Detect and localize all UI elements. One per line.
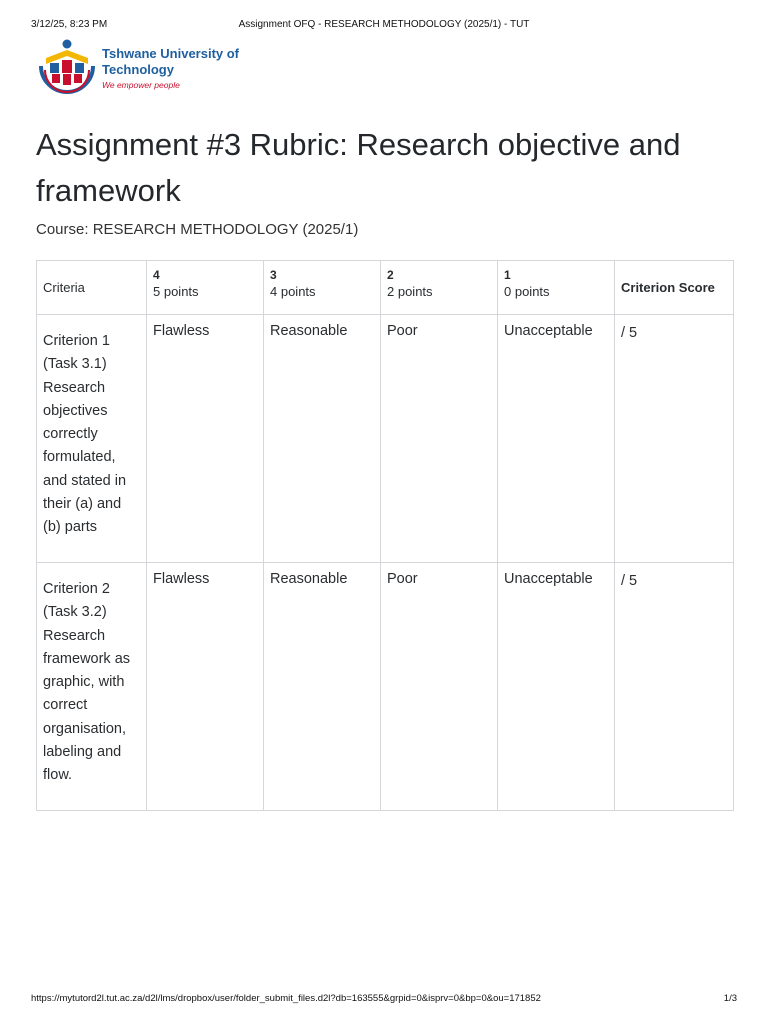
- rubric-table: [36, 260, 734, 811]
- level-number: 4: [153, 268, 160, 282]
- rating-cell: Reasonable: [264, 315, 381, 563]
- level-header: [498, 261, 615, 315]
- university-emblem-icon: [36, 36, 98, 96]
- rating-cell: Flawless: [147, 315, 264, 563]
- level-points: 2 points: [387, 284, 433, 299]
- criterion-description: Criterion 2 (Task 3.2) Research framework as graphic, with correct organisation, labeling and flow.: [37, 563, 147, 811]
- course-label: Course: RESEARCH METHODOLOGY (2025/1): [36, 221, 359, 238]
- criterion-description: Criterion 1 (Task 3.1) Research objectives correctly formulated, and stated in their (a) and (b) parts: [37, 315, 147, 563]
- level-number: 3: [270, 268, 277, 282]
- rating-cell: Flawless: [147, 563, 264, 811]
- university-slogan: We empower people: [102, 80, 180, 90]
- level-points: 0 points: [504, 284, 550, 299]
- criteria-column-header: Criteria: [37, 261, 147, 315]
- table-row: [37, 563, 734, 811]
- table-row: [37, 315, 734, 563]
- criterion-score: / 5: [615, 315, 734, 563]
- level-header: [147, 261, 264, 315]
- level-number: 1: [504, 268, 511, 282]
- level-header: [264, 261, 381, 315]
- print-document-title: Assignment OFQ - RESEARCH METHODOLOGY (2025/1) - TUT: [238, 19, 530, 30]
- page-url: https://mytutord2l.tut.ac.za/d2l/lms/dropbox/user/folder_submit_files.d2l?db=163555&grpid=0&isprv=0&bp=0&ou=171852: [31, 993, 541, 1004]
- print-datetime: 3/12/25, 8:23 PM: [31, 19, 108, 30]
- rubric-body: [37, 315, 734, 811]
- level-points: 4 points: [270, 284, 316, 299]
- rating-cell: Unacceptable: [498, 315, 615, 563]
- rating-cell: Reasonable: [264, 563, 381, 811]
- level-header: [381, 261, 498, 315]
- page-title: Assignment #3 Rubric: Research objective and framework: [36, 127, 681, 208]
- print-header: [31, 19, 737, 33]
- rating-cell: Poor: [381, 563, 498, 811]
- page-number: 1/3: [723, 993, 737, 1004]
- criterion-score-header: Criterion Score: [615, 261, 734, 315]
- university-name: Tshwane University of Technology: [102, 46, 240, 77]
- rubric-header: [37, 261, 734, 315]
- rating-cell: Unacceptable: [498, 563, 615, 811]
- print-footer: [31, 993, 737, 1007]
- rubric-header-row: [37, 261, 734, 315]
- criterion-score: / 5: [615, 563, 734, 811]
- university-logo: [36, 36, 240, 96]
- level-number: 2: [387, 268, 394, 282]
- level-points: 5 points: [153, 284, 199, 299]
- rating-cell: Poor: [381, 315, 498, 563]
